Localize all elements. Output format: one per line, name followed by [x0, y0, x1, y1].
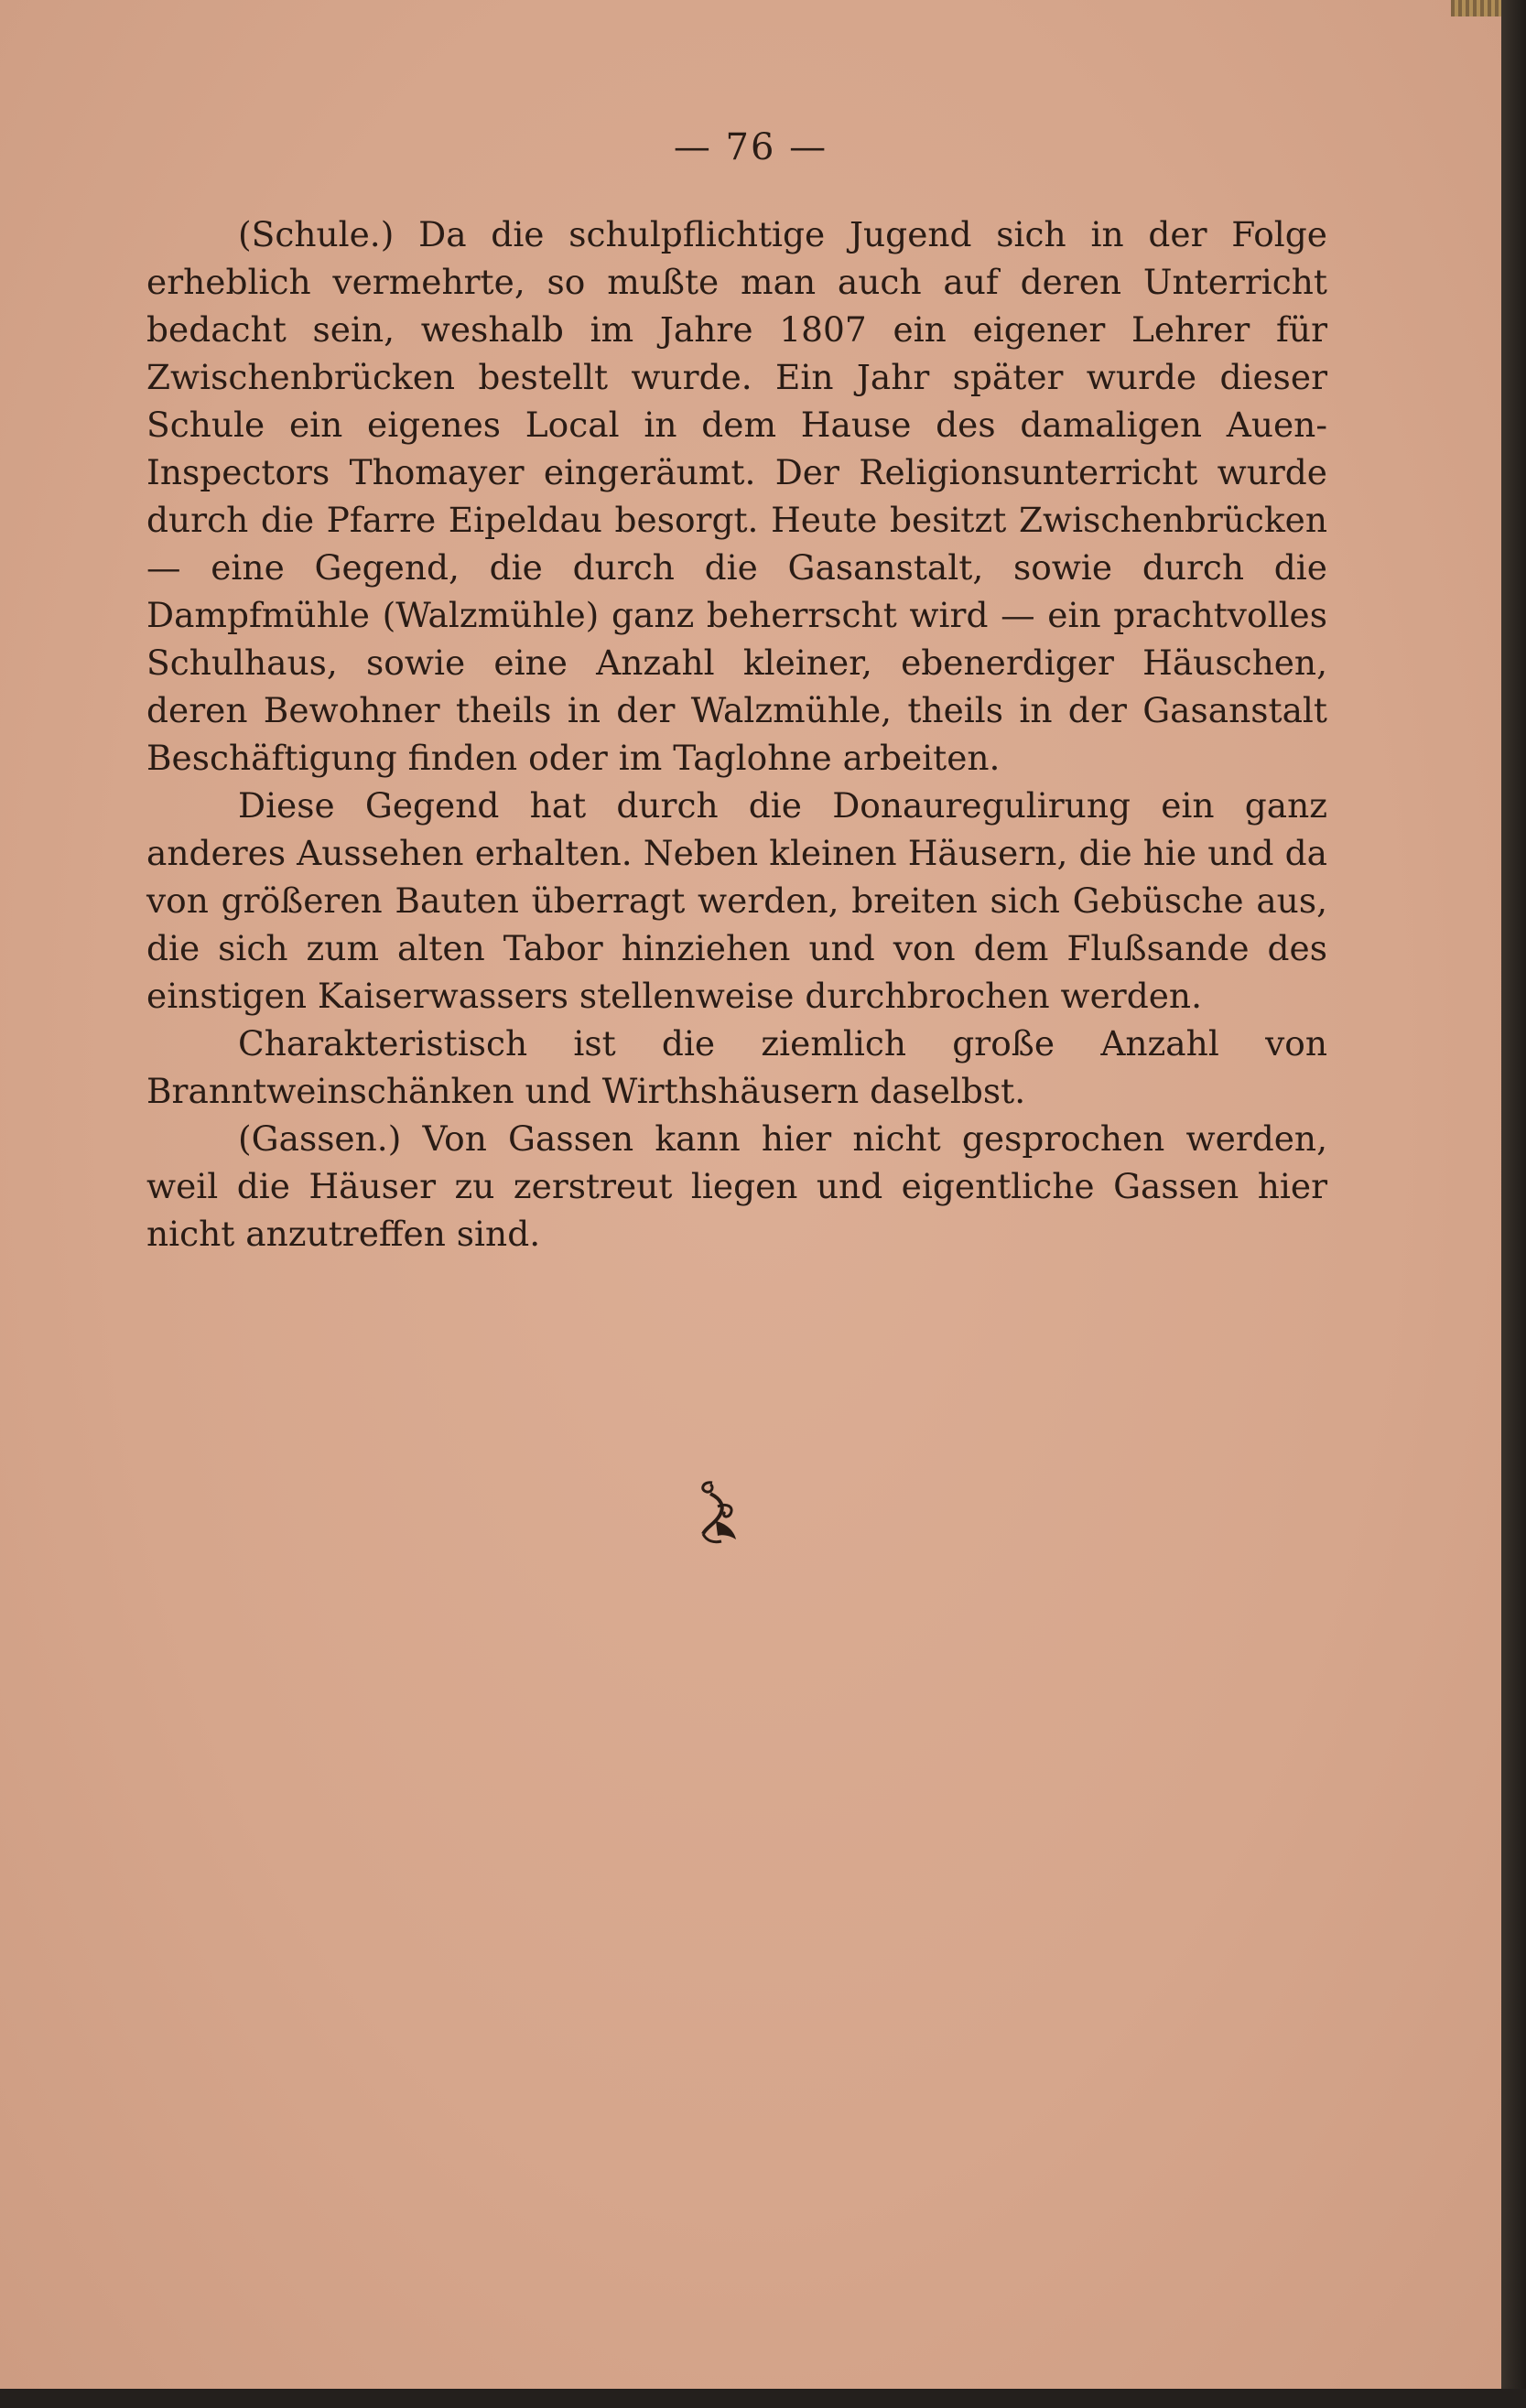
scan-bottom-edge	[0, 2389, 1526, 2408]
paragraph-gassen: (Gassen.) Von Gassen kann hier nicht gesprochen werden, weil die Häuser zu zerstreut liegen und eigentliche Gassen hier nicht anzutreffen sind.	[146, 1118, 1327, 1254]
paragraph-gegend: Diese Gegend hat durch die Donauregulirung ein ganz anderes Aussehen erhalten. Neben kleinen Häusern, die hie und da von größeren Bauten überragt werden, breiten sich Gebüsche aus, die sich zum alten Tabor hinziehen und von dem Flußsande des einstigen Kaiserwassers stellenweise durchbrochen werden.	[146, 785, 1327, 1016]
page-number: — 76 —	[673, 126, 828, 168]
book-binding-edge	[1501, 0, 1526, 2408]
body-text	[146, 211, 1327, 1258]
binding-corner	[1451, 0, 1506, 16]
paragraph-charakteristisch: Charakteristisch ist die ziemlich große Anzahl von Branntweinschänken und Wirthshäusern daselbst.	[146, 1023, 1327, 1111]
fleuron-icon	[694, 1475, 749, 1549]
paragraph-schule: (Schule.) Da die schulpflichtige Jugend sich in der Folge erheblich vermehrte, so mußte man auch auf deren Unterricht bedacht sein, weshalb im Jahre 1807 ein eigener Lehrer für Zwischenbrücken bestellt wurde. Ein Jahr später wurde dieser Schule ein eigenes Local in dem Hause des damaligen Auen-Inspectors Thomayer eingeräumt. Der Religionsunterricht wurde durch die Pfarre Eipeldau besorgt. Heute besitzt Zwischenbrücken — eine Gegend, die durch die Gasanstalt, sowie durch die Dampfmühle (Walzmühle) ganz beherrscht wird — ein prachtvolles Schulhaus, sowie eine Anzahl kleiner, ebenerdiger Häuschen, deren Bewohner theils in der Walzmühle, theils in der Gasanstalt Beschäftigung finden oder im Taglohne arbeiten.	[146, 214, 1327, 778]
